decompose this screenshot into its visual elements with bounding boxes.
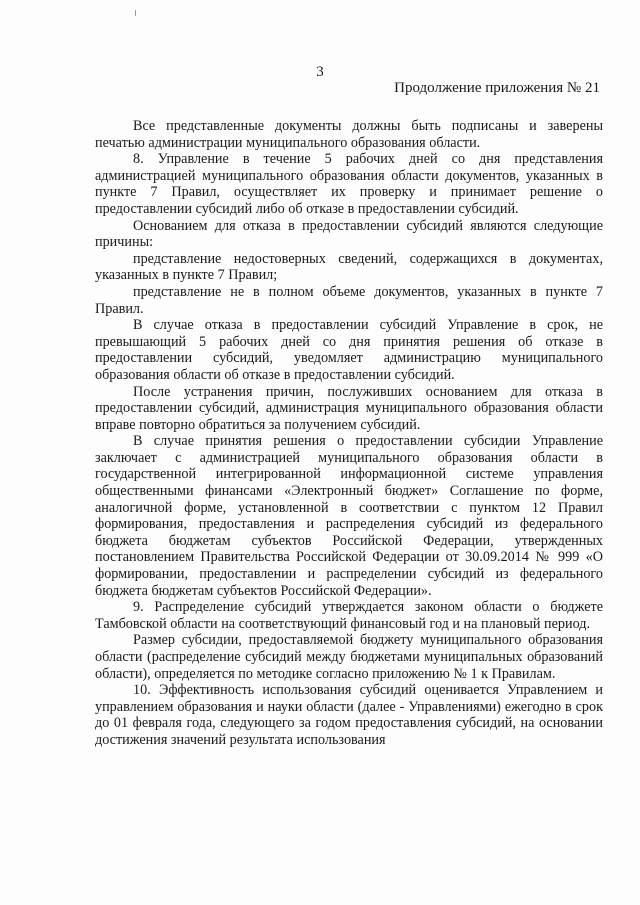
paragraph: Основанием для отказа в предоставлении субсидий являются следующие причины: <box>95 217 603 251</box>
scan-artifact <box>135 10 136 16</box>
paragraph: В случае принятия решения о предоставлении субсидии Управление заключает с администрацией муниципального образования области в государственной интегрированной информационной системе управления общественными финансами «Электронный бюджет» Соглашение по форме, аналогичной форме, установленной в соответствии с пунктом 12 Правил формирования, предоставления и распределения субсидий из федерального бюджета бюджетам субъектов Российской Федерации, утвержденных постановлением Правительства Российской Федерации от 30.09.2014 № 999 «О формировании, предоставлении и распределении субсидий из федерального бюджета бюджетам субъектов Российской Федерации». <box>95 433 603 599</box>
paragraph: 10. Эффективность использования субсидий оценивается Управлением и управлением образования и науки области (далее - Управлениями) ежегодно в срок до 01 февраля года, следующего за годом предоставления субсидий, на основании достижения значений результата использования <box>95 682 603 748</box>
paragraph: После устранения причин, послуживших основанием для отказа в предоставлении субсидий, администрация муниципального образования области вправе повторно обратиться за получением субсидий. <box>95 383 603 433</box>
document-body <box>95 118 603 749</box>
paragraph: представление не в полном объеме документов, указанных в пункте 7 Правил. <box>95 283 603 317</box>
page-number: 3 <box>316 64 324 80</box>
paragraph: 9. Распределение субсидий утверждается законом области о бюджете Тамбовской области на соответствующий финансовый год и на плановый период. <box>95 599 603 632</box>
paragraph: 8. Управление в течение 5 рабочих дней со дня представления администрацией муниципального образования области документов, указанных в пункте 7 Правил, осуществляет их проверку и принимает решение о предоставлении субсидий либо об отказе в предоставлении субсидий. <box>95 151 603 217</box>
paragraph: В случае отказа в предоставлении субсидий Управление в срок, не превышающий 5 рабочих дней со дня принятия решения об отказе в предоставлении субсидий, уведомляет администрацию муниципального образования области об отказе в предоставлении субсидий. <box>95 317 603 383</box>
paragraph: представление недостоверных сведений, содержащихся в документах, указанных в пункте 7 Правил; <box>95 250 603 284</box>
continuation-heading: Продолжение приложения № 21 <box>394 80 600 96</box>
paragraph: Размер субсидии, предоставляемой бюджету муниципального образования области (распределение субсидий между бюджетами муниципальных образований области), определяется по методике согласно приложению № 1 к Правилам. <box>95 632 603 682</box>
paragraph: Все представленные документы должны быть подписаны и заверены печатью администрации муниципального образования области. <box>95 118 603 151</box>
